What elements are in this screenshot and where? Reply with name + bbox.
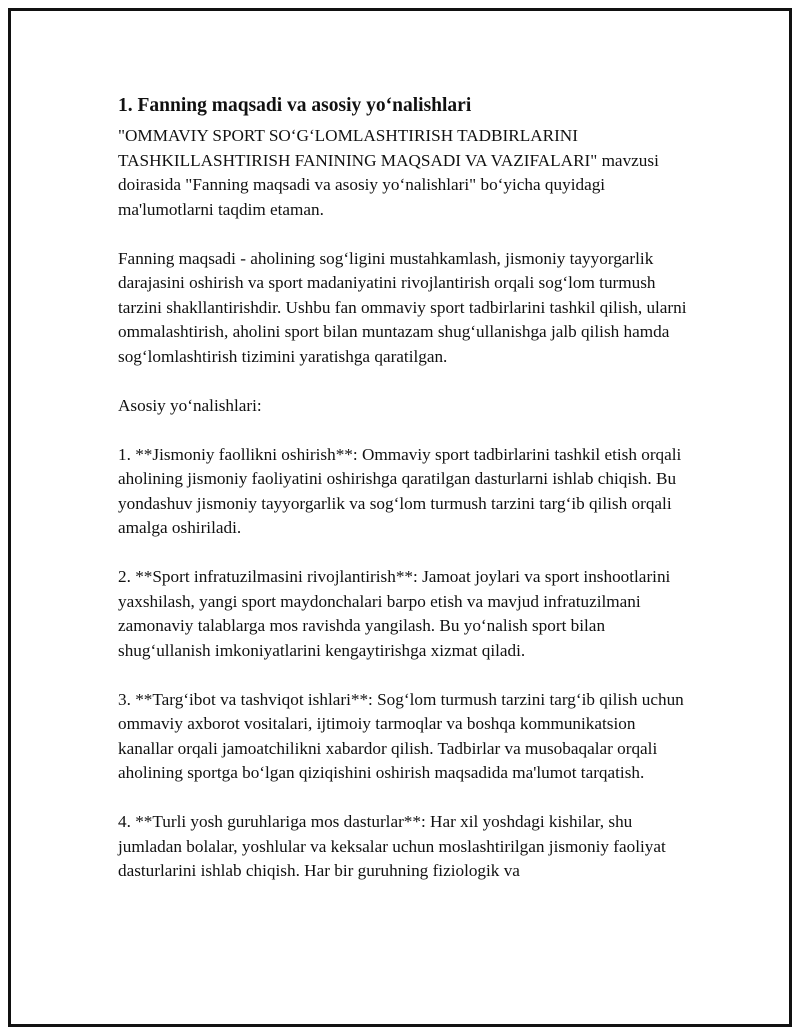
list-item-2: 2. **Sport infratuzilmasini rivojlantirish**: Jamoat joylari va sport inshootlarini yaxshilash, yangi sport maydonchalari barpo etish va mavjud infratuzilmani zamonaviy talablarga mos ravishda yangilash. Bu yo‘nalish sport bilan shug‘ullanish imkoniyatlarini kengaytirishga xizmat qiladi. — [118, 567, 671, 660]
list-item-3: 3. **Targ‘ibot va tashviqot ishlari**: Sog‘lom turmush tarzini targ‘ib qilish uchun ommaviy axborot vositalari, ijtimoiy tarmoqlar va boshqa kommunikatsion kanallar orqali jamoatchilikni xabardor qilish. Tadbirlar va musobaqalar orqali aholining sportga bo‘lgan qiziqishini oshirish maqsadida ma'lumot tarqatish. — [118, 689, 684, 782]
document-body — [118, 92, 688, 884]
list-item-1: 1. **Jismoniy faollikni oshirish**: Ommaviy sport tadbirlarini tashkil etish orqali aholining jismoniy faoliyatini oshirishga qaratilgan dasturlarni ishlab chiqish. Bu yondashuv jismoniy tayyorgarlik va sog‘lom turmush tarzini targ‘ib qilish orqali amalga oshiriladi. — [118, 444, 682, 537]
section-heading: 1. Fanning maqsadi va asosiy yo‘nalishlari — [118, 95, 472, 116]
goal-paragraph: Fanning maqsadi - aholining sog‘ligini mustahkamlash, jismoniy tayyorgarlik darajasini oshirish va sport madaniyatini rivojlantirish orqali sog‘lom turmush tarzini shakllantirishdir. Ushbu fan ommaviy sport tadbirlarini tashkil qilish, ularni ommalashtirish, aholini sport bilan muntazam shug‘ullanishga jalb qilish hamda sog‘lomlashtirish tizimini yaratishga qaratilgan. — [118, 248, 687, 366]
directions-label: Asosiy yo‘nalishlari: — [118, 395, 262, 415]
list-item-4: 4. **Turli yosh guruhlariga mos dasturlar**: Har xil yoshdagi kishilar, shu jumladan bolalar, yoshlular va keksalar uchun moslashtirilgan jismoniy faoliyat dasturlarini ishlab chiqish. Har bir guruhning fiziologik va — [118, 812, 666, 880]
intro-paragraph: "OMMAVIY SPORT SO‘G‘LOMLASHTIRISH TADBIRLARINI TASHKILLASHTIRISH FANINING MAQSADI VA VAZIFALARI" mavzusi doirasida "Fanning maqsadi va asosiy yo‘nalishlari" bo‘yicha quyidagi ma'lumotlarni taqdim etaman. — [118, 126, 659, 219]
